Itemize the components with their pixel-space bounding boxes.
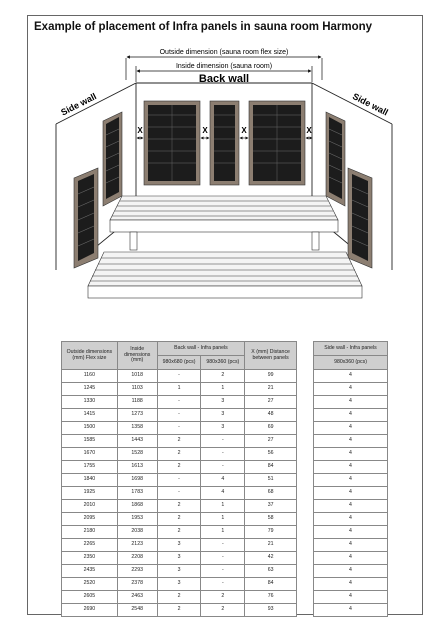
gap-marker-3 xyxy=(240,126,248,138)
table-cell: - xyxy=(157,422,201,435)
table-cell: 2010 xyxy=(62,500,118,513)
table-cell: 2 xyxy=(157,448,201,461)
table-cell: 2690 xyxy=(62,604,118,617)
table-cell: 3 xyxy=(201,422,245,435)
table-cell: 1415 xyxy=(62,409,118,422)
table-row xyxy=(62,604,297,617)
table-cell: - xyxy=(201,578,245,591)
table-cell: - xyxy=(157,396,201,409)
table-row xyxy=(314,487,388,500)
table-cell: 84 xyxy=(245,578,297,591)
table-row xyxy=(62,474,297,487)
table-cell: 4 xyxy=(314,487,388,500)
side-wall-table-body xyxy=(314,370,388,617)
table-cell: 4 xyxy=(314,500,388,513)
table-cell: 3 xyxy=(157,578,201,591)
table-row xyxy=(314,383,388,396)
table-cell: - xyxy=(157,474,201,487)
gap-marker-2 xyxy=(201,126,209,138)
table-cell: 1018 xyxy=(117,370,157,383)
table-cell: 4 xyxy=(201,474,245,487)
table-cell: 99 xyxy=(245,370,297,383)
gap-marker-label: X xyxy=(241,126,247,135)
table-cell: 1 xyxy=(201,526,245,539)
table-row xyxy=(314,526,388,539)
table-row xyxy=(62,591,297,604)
table-row xyxy=(62,422,297,435)
table-cell: 2293 xyxy=(117,565,157,578)
table-cell: 1273 xyxy=(117,409,157,422)
inside-dimension-label: Inside dimension (sauna room) xyxy=(175,63,273,70)
table-cell: 1443 xyxy=(117,435,157,448)
table-row xyxy=(62,448,297,461)
table-cell: - xyxy=(157,487,201,500)
outside-dimension-label: Outside dimension (sauna room flex size) xyxy=(159,49,289,56)
table-cell: 4 xyxy=(314,474,388,487)
table-cell: 79 xyxy=(245,526,297,539)
table-cell: 2265 xyxy=(62,539,118,552)
table-cell: 1500 xyxy=(62,422,118,435)
table-cell: 2 xyxy=(201,370,245,383)
table-cell: 2 xyxy=(157,526,201,539)
table-cell: 2 xyxy=(157,513,201,526)
table-cell: 1755 xyxy=(62,461,118,474)
table-cell: 58 xyxy=(245,513,297,526)
table-cell: 2463 xyxy=(117,591,157,604)
header-back-wall-panels: Back wall - Infra panels xyxy=(157,342,245,356)
table-cell: 2038 xyxy=(117,526,157,539)
table-cell: 1 xyxy=(157,383,201,396)
back-panel-large-left xyxy=(144,101,200,185)
table-cell: 2605 xyxy=(62,591,118,604)
table-cell: 1613 xyxy=(117,461,157,474)
table-row xyxy=(314,422,388,435)
table-cell: 2350 xyxy=(62,552,118,565)
table-cell: 2 xyxy=(157,500,201,513)
table-cell: 27 xyxy=(245,435,297,448)
table-cell: 1 xyxy=(201,383,245,396)
table-row xyxy=(314,474,388,487)
table-cell: 2548 xyxy=(117,604,157,617)
back-wall-label: Back wall xyxy=(198,73,250,85)
table-row xyxy=(314,591,388,604)
table-cell: 3 xyxy=(201,409,245,422)
table-cell: 37 xyxy=(245,500,297,513)
side-wall-right-label: Side wall xyxy=(350,91,390,118)
table-row xyxy=(62,370,297,383)
table-row xyxy=(62,409,297,422)
table-cell: 2180 xyxy=(62,526,118,539)
table-cell: 4 xyxy=(314,591,388,604)
table-cell: 1953 xyxy=(117,513,157,526)
table-cell: 1330 xyxy=(62,396,118,409)
table-row xyxy=(62,513,297,526)
side-wall-left-label: Side wall xyxy=(59,91,99,118)
table-cell: 1188 xyxy=(117,396,157,409)
table-row xyxy=(62,552,297,565)
table-cell: 4 xyxy=(314,513,388,526)
table-cell: - xyxy=(201,448,245,461)
table-cell: 4 xyxy=(314,565,388,578)
table-cell: 2 xyxy=(201,591,245,604)
table-row xyxy=(62,461,297,474)
table-cell: 2435 xyxy=(62,565,118,578)
table-row xyxy=(62,383,297,396)
table-cell: 1670 xyxy=(62,448,118,461)
table-row xyxy=(62,578,297,591)
table-cell: - xyxy=(157,409,201,422)
page-title: Example of placement of Infra panels in sauna room Harmony xyxy=(34,21,373,33)
lower-bench xyxy=(88,252,362,298)
table-cell: - xyxy=(201,461,245,474)
table-cell: - xyxy=(157,370,201,383)
header-panel-980x360: 980x360 (pcs) xyxy=(201,356,245,370)
table-cell: 2208 xyxy=(117,552,157,565)
table-row xyxy=(314,409,388,422)
table-cell: 27 xyxy=(245,396,297,409)
table-cell: 4 xyxy=(314,539,388,552)
table-cell: 3 xyxy=(157,552,201,565)
table-row xyxy=(314,370,388,383)
table-cell: 4 xyxy=(314,396,388,409)
header-side-panel-size: 980x360 (pcs) xyxy=(314,356,388,370)
table-cell: 2520 xyxy=(62,578,118,591)
table-cell: 1358 xyxy=(117,422,157,435)
table-cell: 48 xyxy=(245,409,297,422)
table-cell: 56 xyxy=(245,448,297,461)
header-inside-dimensions: Inside dimensions (mm) xyxy=(117,342,157,370)
table-row xyxy=(62,435,297,448)
table-cell: 3 xyxy=(201,396,245,409)
table-row xyxy=(314,461,388,474)
table-row xyxy=(314,539,388,552)
table-cell: 4 xyxy=(314,604,388,617)
table-row xyxy=(314,578,388,591)
table-cell: 1160 xyxy=(62,370,118,383)
table-row xyxy=(314,500,388,513)
gap-marker-label: X xyxy=(137,126,143,135)
table-cell: 1 xyxy=(201,500,245,513)
table-cell: 1103 xyxy=(117,383,157,396)
table-cell: 4 xyxy=(314,526,388,539)
table-row xyxy=(62,487,297,500)
table-cell: - xyxy=(201,539,245,552)
table-cell: 1925 xyxy=(62,487,118,500)
table-cell: 21 xyxy=(245,539,297,552)
upper-bench xyxy=(110,196,338,250)
gap-marker-label: X xyxy=(202,126,208,135)
gap-marker-label: X xyxy=(306,126,312,135)
table-cell: - xyxy=(201,565,245,578)
table-cell: 3 xyxy=(157,565,201,578)
table-row xyxy=(314,435,388,448)
table-cell: 84 xyxy=(245,461,297,474)
header-distance: X (mm) Distance between panels xyxy=(245,342,297,370)
table-cell: 2 xyxy=(201,604,245,617)
side-panel-right-upper xyxy=(326,112,345,206)
table-cell: 93 xyxy=(245,604,297,617)
table-row xyxy=(62,539,297,552)
side-panel-left-lower xyxy=(74,168,98,268)
table-cell: 1783 xyxy=(117,487,157,500)
side-wall-panels-table xyxy=(313,341,388,617)
side-panel-right-lower xyxy=(348,168,372,268)
table-cell: 2123 xyxy=(117,539,157,552)
table-cell: 4 xyxy=(314,578,388,591)
table-cell: 2 xyxy=(157,461,201,474)
table-row xyxy=(62,565,297,578)
table-cell: 4 xyxy=(201,487,245,500)
gap-marker-4 xyxy=(306,126,312,138)
table-cell: 2 xyxy=(157,604,201,617)
table-cell: 1868 xyxy=(117,500,157,513)
table-cell: 1 xyxy=(201,513,245,526)
back-panel-large-right xyxy=(249,101,305,185)
table-cell: 69 xyxy=(245,422,297,435)
back-panel-small xyxy=(210,101,239,185)
table-cell: 4 xyxy=(314,461,388,474)
header-side-wall-panels: Side wall - Infra panels xyxy=(314,342,388,356)
table-cell: 2378 xyxy=(117,578,157,591)
table-cell: 1585 xyxy=(62,435,118,448)
table-row xyxy=(314,565,388,578)
table-cell: - xyxy=(201,552,245,565)
table-row xyxy=(62,526,297,539)
table-cell: 63 xyxy=(245,565,297,578)
table-cell: 51 xyxy=(245,474,297,487)
back-wall-panels-table xyxy=(61,341,297,617)
table-cell: - xyxy=(201,435,245,448)
side-panel-left-upper xyxy=(103,112,122,206)
table-cell: 42 xyxy=(245,552,297,565)
table-cell: 2 xyxy=(157,591,201,604)
table-row xyxy=(314,513,388,526)
table-cell: 4 xyxy=(314,435,388,448)
table-cell: 4 xyxy=(314,383,388,396)
table-cell: 68 xyxy=(245,487,297,500)
table-cell: 2095 xyxy=(62,513,118,526)
table-cell: 1528 xyxy=(117,448,157,461)
table-row xyxy=(314,448,388,461)
table-cell: 4 xyxy=(314,409,388,422)
header-panel-980x680: 980x680 (pcs) xyxy=(157,356,201,370)
table-cell: 4 xyxy=(314,448,388,461)
table-cell: 4 xyxy=(314,422,388,435)
table-cell: 21 xyxy=(245,383,297,396)
table-cell: 1698 xyxy=(117,474,157,487)
table-cell: 4 xyxy=(314,552,388,565)
table-cell: 4 xyxy=(314,370,388,383)
table-row xyxy=(314,552,388,565)
gap-marker-1 xyxy=(137,126,143,138)
table-row xyxy=(62,500,297,513)
table-cell: 1245 xyxy=(62,383,118,396)
table-cell: 3 xyxy=(157,539,201,552)
table-row xyxy=(314,604,388,617)
table-cell: 76 xyxy=(245,591,297,604)
back-wall-table-body xyxy=(62,370,297,617)
header-outside-dimensions: Outside dimensions (mm) Flex size xyxy=(62,342,118,370)
table-row xyxy=(62,396,297,409)
table-cell: 2 xyxy=(157,435,201,448)
table-row xyxy=(314,396,388,409)
table-cell: 1840 xyxy=(62,474,118,487)
